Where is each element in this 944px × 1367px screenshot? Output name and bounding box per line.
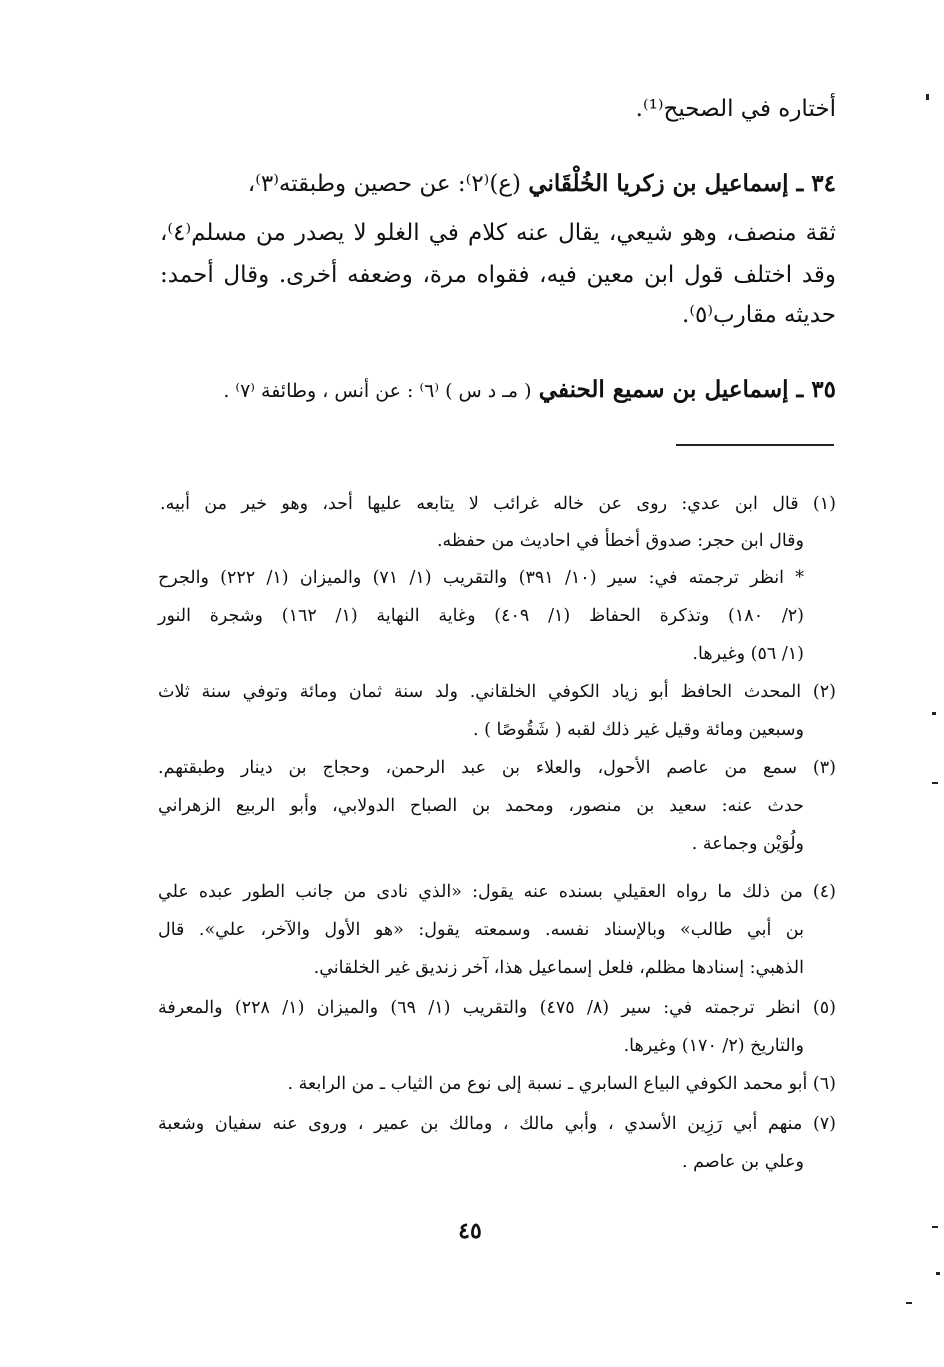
footnote-separator bbox=[676, 444, 834, 446]
edge-mark bbox=[906, 1302, 912, 1304]
entry-34-line-4: حديثه مقارب⁽٥⁾. bbox=[682, 302, 836, 328]
edge-mark bbox=[926, 94, 929, 100]
main-line-1: أختاره في الصحيح⁽¹⁾. bbox=[635, 96, 836, 122]
entry-34-line-3: وقد اختلف قول ابن معين فيه، فقواه مرة، وضعفه أخرى. وقال أحمد: bbox=[160, 262, 836, 288]
edge-mark bbox=[932, 782, 938, 784]
edge-mark bbox=[936, 1272, 940, 1275]
entry-35-line bbox=[223, 376, 836, 403]
footnote-4-line-3: الذهبي: إسنادها مظلم، فلعل إسماعيل هذا، آخر زنديق غير الخلقاني. bbox=[313, 958, 804, 978]
page-number: ٤٥ bbox=[458, 1218, 482, 1244]
edge-mark bbox=[932, 712, 936, 715]
entry-34-line-1-rest: (ع)⁽٢⁾: عن حصين وطبقته⁽٣⁾، bbox=[247, 171, 521, 197]
footnote-1-line-3: * انظر ترجمته في: سير (١٠/ ٣٩١) والتقريب (١/ ٧١) والميزان (١/ ٢٢٢) والجرح bbox=[158, 568, 804, 588]
footnote-1-line-2: وقال ابن حجر: صدوق أخطأ في احاديث من حفظه. bbox=[436, 531, 804, 551]
entry-35-rest: ( مـ د س ) ⁽٦⁾ : عن أنس ، وطائفة ⁽٧⁾ . bbox=[223, 380, 532, 402]
entry-34-line-2: ثقة منصف، وهو شيعي، يقال عنه كلام في الغلو لا يصدر من مسلم⁽٤⁾، bbox=[160, 220, 836, 246]
entry-34-line-1 bbox=[160, 170, 836, 197]
edge-mark bbox=[932, 1226, 938, 1228]
footnote-3-line-1: (٣) سمع من عاصم الأحول، والعلاء بن عبد الرحمن، وحجاج بن دينار وطبقتهم. bbox=[158, 758, 836, 778]
footnote-1-line-4: (٢/ ١٨٠) وتذكرة الحفاظ (١/ ٤٠٩) وغاية النهاية (١/ ١٦٢) وشجرة النور bbox=[158, 606, 804, 626]
footnote-6-line-1: (٦) أبو محمد الكوفي البياع السابري ـ نسبة إلى نوع من الثياب ـ من الرابعة . bbox=[287, 1074, 836, 1094]
footnote-4-line-2: بن أبي طالب» وبالإسناد نفسه. وسمعته يقول: «هو الأول والآخر، علي». قال bbox=[158, 920, 804, 940]
footnote-1-line-5: (١/ ٥٦) وغيرها. bbox=[692, 644, 804, 664]
footnote-1-line-1: (١) قال ابن عدي: روى عن خاله غرائب لا يتابعه عليها أحد، وهو خير من أبيه. bbox=[160, 494, 836, 514]
footnote-5-line-2: والتاريخ (٢/ ١٧٠) وغيرها. bbox=[623, 1036, 804, 1056]
footnote-3-line-2: حدث عنه: سعيد بن منصور، ومحمد بن الصباح الدولابي، وأبو الربيع الزهراني bbox=[158, 796, 804, 816]
entry-35-heading: ٣٥ ـ إسماعيل بن سميع الحنفي bbox=[538, 376, 836, 403]
footnote-3-line-3: ولُوَيْن وجماعة . bbox=[691, 834, 804, 854]
entry-34-heading: ٣٤ ـ إسماعيل بن زكريا الخُلْقَاني bbox=[528, 170, 836, 197]
footnote-2-line-2: وسبعين ومائة وقيل غير ذلك لقبه ( شَقُوصًا ) . bbox=[472, 720, 804, 740]
footnote-5-line-1: (٥) انظر ترجمته في: سير (٨/ ٤٧٥) والتقريب (١/ ٦٩) والميزان (١/ ٢٢٨) والمعرفة bbox=[158, 998, 836, 1018]
footnote-2-line-1: (٢) المحدث الحافظ أبو زياد الكوفي الخلقاني. ولد سنة ثمان ومائة وتوفي سنة ثلاث bbox=[158, 682, 836, 702]
footnote-4-line-1: (٤) من ذلك ما رواه العقيلي بسنده عنه يقول: «الذي نادى من جانب الطور عبده علي bbox=[158, 882, 836, 902]
footnote-7-line-2: وعلي بن عاصم . bbox=[682, 1152, 804, 1172]
footnote-7-line-1: (٧) منهم أبي رَزِين الأسدي ، وأبي مالك ، ومالك بن عمير ، وروى عنه سفيان وشعبة bbox=[158, 1114, 836, 1134]
